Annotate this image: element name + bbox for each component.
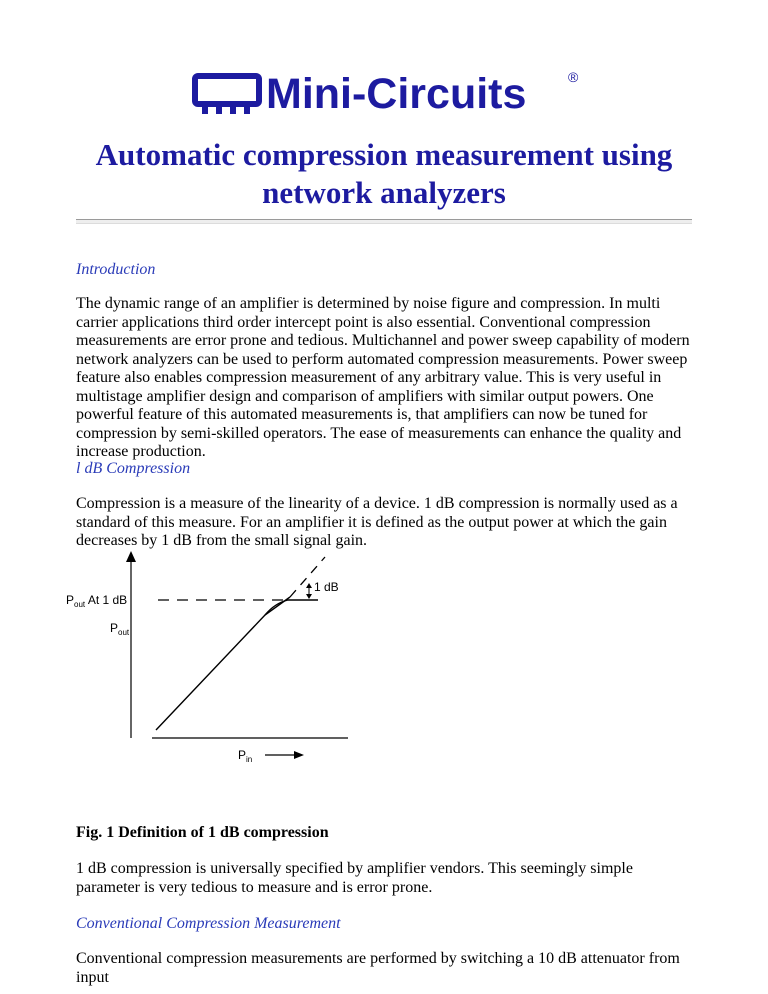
pout-at-1db-label: $P_{out}$ At 1 dB: [66, 593, 128, 609]
mini-circuits-logo: [192, 66, 582, 118]
y-axis-arrow: [126, 551, 136, 562]
figure-caption: Fig. 1 Definition of 1 dB compression: [76, 824, 329, 841]
title-divider: [76, 219, 692, 224]
compression-diagram: [60, 545, 360, 785]
compression-figure: [60, 545, 360, 785]
section-heading-1db-compression: l dB Compression: [76, 460, 191, 477]
logo-graphic: [192, 66, 582, 118]
page-title: Automatic compression measurement using network analyzers: [95, 137, 673, 210]
pin-arrow-head: [294, 751, 304, 759]
pin-label: $P_{in}$: [238, 748, 253, 764]
one-db-label: 1 dB: [314, 580, 339, 594]
logo-registered-mark: ®: [568, 69, 579, 85]
pout-label: $P_{out}$: [110, 621, 130, 637]
intro-paragraph: The dynamic range of an amplifier is determined by noise figure and compression. In multi carrier applications third order intercept point is also essential. Conventional compression measurements are error prone and tedious. Multichannel and power sweep capability of modern network analyzers can be used to perform automated compression measurements. Power sweep feature also enables compression measurement of any arbitrary value. This is very useful in multistage amplifier design and comparison of amplifiers with similar output powers. One powerful feature of this automated measurements is, that amplifiers can now be tuned for compression by semi-skilled operators. The ease of measurements can enhance the quality and increase production.: [76, 295, 690, 460]
section-heading-introduction: Introduction: [76, 261, 156, 278]
section-heading-conventional: Conventional Compression Measurement: [76, 915, 341, 932]
compressed-curve: [265, 600, 318, 615]
compression-paragraph: Compression is a measure of the linearity of a device. 1 dB compression is normally used as a standard of this measure. For an amplifier it is defined as the output power at which the gain decreases by 1 dB from the small signal gain.: [76, 495, 678, 549]
gain-curve: [156, 597, 290, 730]
after-figure-paragraph: 1 dB compression is universally specified by amplifier vendors. This seemingly simple parameter is very tedious to measure and is error prone.: [76, 860, 633, 896]
logo-text: Mini-Circuits: [266, 70, 527, 118]
conventional-paragraph: Conventional compression measurements are performed by switching a 10 dB attenuator from input: [76, 950, 680, 986]
